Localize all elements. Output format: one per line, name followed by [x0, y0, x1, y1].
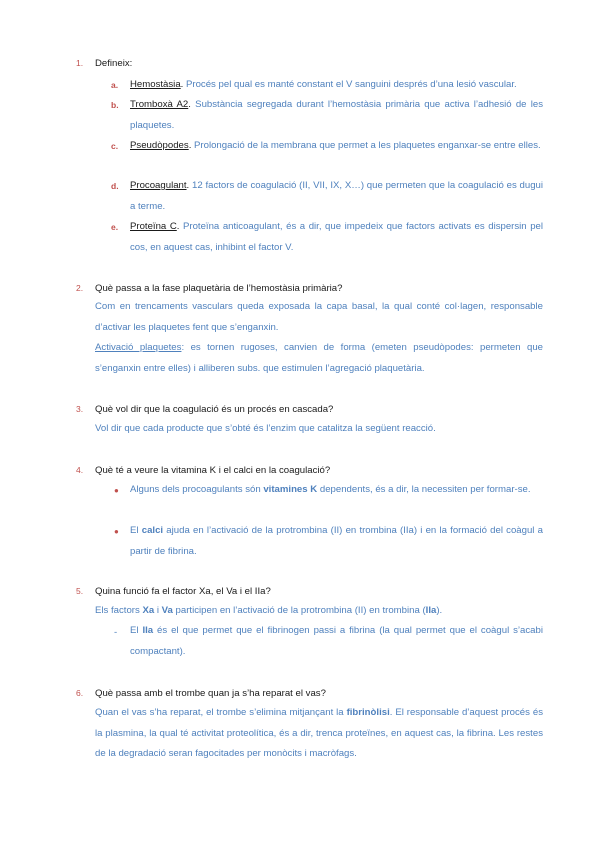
answer-text: i [154, 605, 162, 616]
definition-text: Substància segregada durant l’hemostàsia primària que activa l’adhesió de les plaquetes. [130, 99, 544, 131]
question-title: Què passa amb el trombe quan ja s’ha reparat el vas? [95, 688, 326, 699]
definition-item: Tromboxà A2. Substància segregada durant l’hemostàsia primària que activa l’adhesió de les plaquetes. [130, 99, 544, 131]
question-number: 3. [76, 404, 84, 414]
definition-term: Tromboxà A2 [130, 99, 189, 110]
question-title: Què passa a la fase plaquetària de l’hemostàsia primària? [95, 283, 343, 294]
bold-term: calci [141, 525, 164, 536]
bold-term: Va [161, 605, 173, 616]
bullet-text: Alguns dels procoagulants són [130, 484, 264, 495]
answer-text: ). [436, 605, 443, 616]
answer-label: Activació plaquetes [95, 342, 182, 353]
question-number: 5. [76, 586, 84, 596]
answer-text: : es tornen rugoses, canvien de forma (emeten pseudòpodes: permeten que s’enganxin entre elles) i alliberen subs. que estimulen l’agregació plaquetària. [95, 342, 543, 374]
definition-text: Procés pel qual es manté constant el V sanguini després d’una lesió vascular. [186, 79, 517, 90]
question-number: 4. [76, 465, 84, 475]
bullet-icon: ● [114, 527, 119, 536]
dash-marker: - [114, 627, 118, 638]
question-number: 1. [76, 58, 84, 68]
bold-term: vitamines K [263, 484, 318, 495]
bold-term: fibrinòlisi [346, 707, 390, 718]
definition-item: Proteïna C. Proteïna anticoagulant, és a dir, que impedeix que factors activats es dispersin pel cos, en aquest cas, inhibint el factor V. [130, 221, 543, 253]
answer-text: . El responsable d’aquest procés és la plasmina, la qual té activitat proteolítica, és a dir, trenca proteïnes, en aquest cas, la fibrina. Les restes de la degradació seran fagocitades per monòcits i macròfags. [95, 707, 543, 759]
answer-bullet [130, 480, 543, 501]
definition-item: Pseudòpodes. Prolongació de la membrana que permet a les plaquetes enganxar-se entre elles. [130, 140, 541, 151]
definition-term: Hemostàsia [130, 79, 181, 90]
answer-paragraph: Vol dir que cada producte que s’obté és l’enzim que catalitza la següent reacció. [95, 423, 436, 434]
answer-paragraph [95, 601, 543, 622]
bullet-text: és el que permet que el fibrinogen passi a fibrina (la qual permet que el coàgul s’acabi compactant). [130, 625, 543, 657]
definition-text: 12 factors de coagulació (II, VII, IX, X…) que permeten que la coagulació es dugui a terme. [130, 180, 544, 212]
answer-paragraph [95, 338, 543, 379]
definition-term: Proteïna C [130, 221, 177, 232]
definition-text: Prolongació de la membrana que permet a les plaquetes enganxar-se entre elles. [194, 140, 541, 151]
bullet-text: dependents, és a dir, la necessiten per formar-se. [317, 484, 531, 495]
question-title: Què té a veure la vitamina K i el calci en la coagulació? [95, 465, 331, 476]
item-letter: e. [111, 222, 119, 232]
answer-bullet [130, 621, 543, 662]
item-letter: c. [111, 141, 119, 151]
question-title: Quina funció fa el factor Xa, el Va i el IIa? [95, 586, 271, 597]
item-letter: d. [111, 181, 119, 191]
definition-term: Procoagulant [130, 180, 187, 191]
answer-text: Quan el vas s’ha reparat, el trombe s’elimina mitjançant la [95, 707, 347, 718]
bullet-text: El [130, 525, 142, 536]
definition-item: Procoagulant. 12 factors de coagulació (II, VII, IX, X…) que permeten que la coagulació es dugui a terme. [130, 180, 544, 212]
definition-text: Proteïna anticoagulant, és a dir, que impedeix que factors activats es dispersin pel cos, en aquest cas, inhibint el factor V. [130, 221, 543, 253]
item-letter: a. [111, 80, 119, 90]
item-letter: b. [111, 100, 119, 110]
question-title: Defineix: [95, 58, 133, 69]
answer-bullet [130, 521, 543, 562]
question-number: 6. [76, 688, 84, 698]
bold-term: Xa [142, 605, 155, 616]
bold-term: IIa [425, 605, 437, 616]
bold-term: IIa [142, 625, 154, 636]
question-number: 2. [76, 283, 84, 293]
bullet-text: ajuda en l’activació de la protrombina (II) en trombina (IIa) i en la formació del coàgul a partir de fibrina. [130, 525, 543, 557]
answer-paragraph [95, 703, 543, 765]
bullet-text: El [130, 625, 143, 636]
question-title: Què vol dir que la coagulació és un procés en cascada? [95, 404, 334, 415]
answer-text: Els factors [95, 605, 143, 616]
definition-term: Pseudòpodes [130, 140, 189, 151]
bullet-icon: ● [114, 486, 119, 495]
definition-item: Hemostàsia. Procés pel qual es manté constant el V sanguini després d’una lesió vascular. [130, 79, 517, 90]
answer-paragraph: Com en trencaments vasculars queda exposada la capa basal, la qual conté col·lagen, responsable d’activar les plaquetes fent que s’enganxin. [95, 301, 543, 333]
answer-text: participen en l’activació de la protrombina (II) en trombina ( [172, 605, 426, 616]
